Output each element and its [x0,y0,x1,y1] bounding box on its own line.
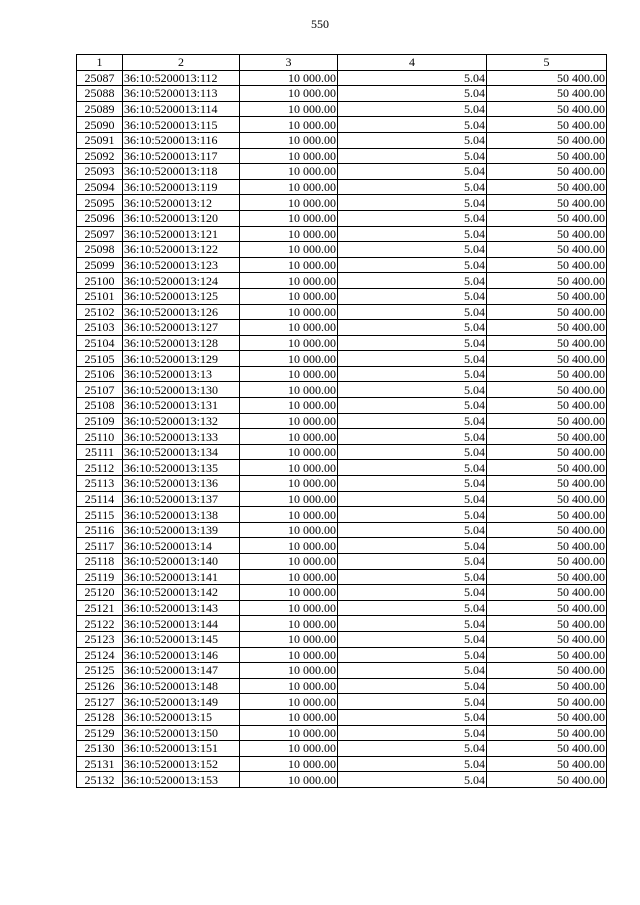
table-row [77,616,607,632]
rate-cell: 5.04 [338,522,487,538]
cadastral-number-cell: 36:10:5200013:140 [123,554,240,570]
rate-cell: 5.04 [338,320,487,336]
row-number-cell: 25107 [77,382,123,398]
row-number-cell: 25100 [77,273,123,289]
row-number-cell: 25099 [77,257,123,273]
area-cell: 10 000.00 [240,179,338,195]
row-number-cell: 25106 [77,366,123,382]
table-row [77,257,607,273]
header-cell-3: 3 [240,55,338,71]
rate-cell: 5.04 [338,117,487,133]
table-row [77,725,607,741]
amount-cell: 50 400.00 [487,585,607,601]
rate-cell: 5.04 [338,663,487,679]
table-row [77,600,607,616]
table-row [77,460,607,476]
table-row [77,709,607,725]
cadastral-number-cell: 36:10:5200013:124 [123,273,240,289]
row-number-cell: 25097 [77,226,123,242]
table-row [77,444,607,460]
rate-cell: 5.04 [338,429,487,445]
table-row [77,756,607,772]
rate-cell: 5.04 [338,288,487,304]
row-number-cell: 25124 [77,647,123,663]
rate-cell: 5.04 [338,756,487,772]
amount-cell: 50 400.00 [487,382,607,398]
amount-cell: 50 400.00 [487,257,607,273]
amount-cell: 50 400.00 [487,600,607,616]
area-cell: 10 000.00 [240,335,338,351]
amount-cell: 50 400.00 [487,148,607,164]
rate-cell: 5.04 [338,725,487,741]
amount-cell: 50 400.00 [487,413,607,429]
table-row [77,304,607,320]
amount-cell: 50 400.00 [487,522,607,538]
rate-cell: 5.04 [338,741,487,757]
rate-cell: 5.04 [338,86,487,102]
row-number-cell: 25115 [77,507,123,523]
cadastral-number-cell: 36:10:5200013:137 [123,491,240,507]
rate-cell: 5.04 [338,476,487,492]
rate-cell: 5.04 [338,101,487,117]
cadastral-number-cell: 36:10:5200013:14 [123,538,240,554]
table-row [77,663,607,679]
amount-cell: 50 400.00 [487,210,607,226]
row-number-cell: 25113 [77,476,123,492]
amount-cell: 50 400.00 [487,631,607,647]
rate-cell: 5.04 [338,413,487,429]
table-row [77,101,607,117]
area-cell: 10 000.00 [240,273,338,289]
area-cell: 10 000.00 [240,444,338,460]
row-number-cell: 25110 [77,429,123,445]
rate-cell: 5.04 [338,398,487,414]
cadastral-number-cell: 36:10:5200013:118 [123,164,240,180]
area-cell: 10 000.00 [240,756,338,772]
table-row [77,164,607,180]
cadastral-number-cell: 36:10:5200013:126 [123,304,240,320]
cadastral-number-cell: 36:10:5200013:128 [123,335,240,351]
rate-cell: 5.04 [338,460,487,476]
cadastral-number-cell: 36:10:5200013:125 [123,288,240,304]
amount-cell: 50 400.00 [487,320,607,336]
table-row [77,491,607,507]
row-number-cell: 25130 [77,741,123,757]
area-cell: 10 000.00 [240,616,338,632]
cadastral-number-cell: 36:10:5200013:147 [123,663,240,679]
cadastral-number-cell: 36:10:5200013:115 [123,117,240,133]
row-number-cell: 25117 [77,538,123,554]
row-number-cell: 25122 [77,616,123,632]
amount-cell: 50 400.00 [487,444,607,460]
row-number-cell: 25088 [77,86,123,102]
area-cell: 10 000.00 [240,288,338,304]
row-number-cell: 25112 [77,460,123,476]
amount-cell: 50 400.00 [487,366,607,382]
table-row [77,320,607,336]
table-row [77,647,607,663]
amount-cell: 50 400.00 [487,335,607,351]
rate-cell: 5.04 [338,70,487,86]
amount-cell: 50 400.00 [487,491,607,507]
area-cell: 10 000.00 [240,226,338,242]
amount-cell: 50 400.00 [487,569,607,585]
table-row [77,429,607,445]
area-cell: 10 000.00 [240,585,338,601]
row-number-cell: 25127 [77,694,123,710]
cadastral-number-cell: 36:10:5200013:119 [123,179,240,195]
area-cell: 10 000.00 [240,507,338,523]
cadastral-number-cell: 36:10:5200013:116 [123,132,240,148]
row-number-cell: 25096 [77,210,123,226]
cadastral-number-cell: 36:10:5200013:145 [123,631,240,647]
cadastral-number-cell: 36:10:5200013:131 [123,398,240,414]
cadastral-number-cell: 36:10:5200013:143 [123,600,240,616]
rate-cell: 5.04 [338,569,487,585]
row-number-cell: 25116 [77,522,123,538]
cadastral-number-cell: 36:10:5200013:117 [123,148,240,164]
row-number-cell: 25092 [77,148,123,164]
rate-cell: 5.04 [338,585,487,601]
row-number-cell: 25128 [77,709,123,725]
amount-cell: 50 400.00 [487,709,607,725]
cadastral-number-cell: 36:10:5200013:151 [123,741,240,757]
area-cell: 10 000.00 [240,476,338,492]
header-cell-2: 2 [123,55,240,71]
table-body [77,70,607,787]
area-cell: 10 000.00 [240,210,338,226]
table-row [77,242,607,258]
row-number-cell: 25111 [77,444,123,460]
amount-cell: 50 400.00 [487,86,607,102]
row-number-cell: 25126 [77,678,123,694]
table-row [77,522,607,538]
rate-cell: 5.04 [338,554,487,570]
amount-cell: 50 400.00 [487,70,607,86]
cadastral-number-cell: 36:10:5200013:146 [123,647,240,663]
table-row [77,335,607,351]
table-row [77,507,607,523]
header-cell-1: 1 [77,55,123,71]
rate-cell: 5.04 [338,273,487,289]
table-header [77,55,607,71]
table-row [77,195,607,211]
row-number-cell: 25118 [77,554,123,570]
area-cell: 10 000.00 [240,678,338,694]
row-number-cell: 25125 [77,663,123,679]
row-number-cell: 25119 [77,569,123,585]
rate-cell: 5.04 [338,616,487,632]
cadastral-number-cell: 36:10:5200013:122 [123,242,240,258]
rate-cell: 5.04 [338,709,487,725]
table-row [77,132,607,148]
rate-cell: 5.04 [338,257,487,273]
amount-cell: 50 400.00 [487,304,607,320]
cadastral-number-cell: 36:10:5200013:114 [123,101,240,117]
rate-cell: 5.04 [338,444,487,460]
table-row [77,273,607,289]
cadastral-number-cell: 36:10:5200013:13 [123,366,240,382]
area-cell: 10 000.00 [240,600,338,616]
amount-cell: 50 400.00 [487,429,607,445]
table-row [77,226,607,242]
cadastral-number-cell: 36:10:5200013:112 [123,70,240,86]
rate-cell: 5.04 [338,491,487,507]
amount-cell: 50 400.00 [487,725,607,741]
table-row [77,179,607,195]
area-cell: 10 000.00 [240,429,338,445]
area-cell: 10 000.00 [240,366,338,382]
area-cell: 10 000.00 [240,117,338,133]
amount-cell: 50 400.00 [487,507,607,523]
cadastral-number-cell: 36:10:5200013:121 [123,226,240,242]
cadastral-number-cell: 36:10:5200013:129 [123,351,240,367]
amount-cell: 50 400.00 [487,616,607,632]
amount-cell: 50 400.00 [487,164,607,180]
cadastral-number-cell: 36:10:5200013:144 [123,616,240,632]
table-row [77,741,607,757]
rate-cell: 5.04 [338,600,487,616]
amount-cell: 50 400.00 [487,554,607,570]
rate-cell: 5.04 [338,772,487,788]
cadastral-number-cell: 36:10:5200013:135 [123,460,240,476]
rate-cell: 5.04 [338,694,487,710]
cadastral-number-cell: 36:10:5200013:130 [123,382,240,398]
area-cell: 10 000.00 [240,195,338,211]
amount-cell: 50 400.00 [487,101,607,117]
amount-cell: 50 400.00 [487,741,607,757]
amount-cell: 50 400.00 [487,226,607,242]
cadastral-number-cell: 36:10:5200013:150 [123,725,240,741]
amount-cell: 50 400.00 [487,195,607,211]
cadastral-number-cell: 36:10:5200013:138 [123,507,240,523]
table-row [77,694,607,710]
table-row [77,210,607,226]
amount-cell: 50 400.00 [487,288,607,304]
area-cell: 10 000.00 [240,164,338,180]
row-number-cell: 25108 [77,398,123,414]
area-cell: 10 000.00 [240,647,338,663]
amount-cell: 50 400.00 [487,663,607,679]
area-cell: 10 000.00 [240,148,338,164]
cadastral-number-cell: 36:10:5200013:136 [123,476,240,492]
cadastral-number-cell: 36:10:5200013:120 [123,210,240,226]
amount-cell: 50 400.00 [487,678,607,694]
table-row [77,585,607,601]
area-cell: 10 000.00 [240,741,338,757]
row-number-cell: 25120 [77,585,123,601]
rate-cell: 5.04 [338,148,487,164]
cadastral-number-cell: 36:10:5200013:127 [123,320,240,336]
header-cell-4: 4 [338,55,487,71]
row-number-cell: 25087 [77,70,123,86]
row-number-cell: 25104 [77,335,123,351]
header-cell-5: 5 [487,55,607,71]
cadastral-number-cell: 36:10:5200013:139 [123,522,240,538]
rate-cell: 5.04 [338,304,487,320]
table-row [77,382,607,398]
row-number-cell: 25090 [77,117,123,133]
amount-cell: 50 400.00 [487,117,607,133]
rate-cell: 5.04 [338,678,487,694]
table-row [77,288,607,304]
rate-cell: 5.04 [338,195,487,211]
cadastral-number-cell: 36:10:5200013:148 [123,678,240,694]
rate-cell: 5.04 [338,335,487,351]
row-number-cell: 25131 [77,756,123,772]
rate-cell: 5.04 [338,179,487,195]
area-cell: 10 000.00 [240,569,338,585]
row-number-cell: 25098 [77,242,123,258]
rate-cell: 5.04 [338,366,487,382]
amount-cell: 50 400.00 [487,179,607,195]
area-cell: 10 000.00 [240,631,338,647]
row-number-cell: 25132 [77,772,123,788]
row-number-cell: 25094 [77,179,123,195]
amount-cell: 50 400.00 [487,242,607,258]
area-cell: 10 000.00 [240,101,338,117]
cadastral-number-cell: 36:10:5200013:149 [123,694,240,710]
rate-cell: 5.04 [338,351,487,367]
row-number-cell: 25095 [77,195,123,211]
area-cell: 10 000.00 [240,257,338,273]
row-number-cell: 25121 [77,600,123,616]
cadastral-number-cell: 36:10:5200013:134 [123,444,240,460]
rate-cell: 5.04 [338,631,487,647]
rate-cell: 5.04 [338,242,487,258]
row-number-cell: 25114 [77,491,123,507]
table-row [77,476,607,492]
page-number: 550 [311,17,329,31]
area-cell: 10 000.00 [240,304,338,320]
table-row [77,772,607,788]
rate-cell: 5.04 [338,507,487,523]
rate-cell: 5.04 [338,647,487,663]
table-row [77,366,607,382]
table-row [77,569,607,585]
amount-cell: 50 400.00 [487,476,607,492]
area-cell: 10 000.00 [240,398,338,414]
rate-cell: 5.04 [338,382,487,398]
cadastral-number-cell: 36:10:5200013:15 [123,709,240,725]
table-row [77,631,607,647]
area-cell: 10 000.00 [240,554,338,570]
table-row [77,351,607,367]
table-row [77,413,607,429]
area-cell: 10 000.00 [240,522,338,538]
amount-cell: 50 400.00 [487,460,607,476]
table-row [77,538,607,554]
amount-cell: 50 400.00 [487,273,607,289]
amount-cell: 50 400.00 [487,772,607,788]
area-cell: 10 000.00 [240,460,338,476]
area-cell: 10 000.00 [240,382,338,398]
row-number-cell: 25091 [77,132,123,148]
table-row [77,148,607,164]
table-row [77,70,607,86]
cadastral-number-cell: 36:10:5200013:132 [123,413,240,429]
area-cell: 10 000.00 [240,491,338,507]
rate-cell: 5.04 [338,210,487,226]
area-cell: 10 000.00 [240,413,338,429]
area-cell: 10 000.00 [240,70,338,86]
rate-cell: 5.04 [338,226,487,242]
table-row [77,398,607,414]
area-cell: 10 000.00 [240,86,338,102]
area-cell: 10 000.00 [240,351,338,367]
area-cell: 10 000.00 [240,132,338,148]
row-number-cell: 25129 [77,725,123,741]
amount-cell: 50 400.00 [487,132,607,148]
row-number-cell: 25123 [77,631,123,647]
cadastral-number-cell: 36:10:5200013:123 [123,257,240,273]
area-cell: 10 000.00 [240,772,338,788]
rate-cell: 5.04 [338,164,487,180]
cadastral-number-cell: 36:10:5200013:142 [123,585,240,601]
cadastral-number-cell: 36:10:5200013:113 [123,86,240,102]
amount-cell: 50 400.00 [487,694,607,710]
header-row [77,55,607,71]
row-number-cell: 25102 [77,304,123,320]
cadastral-number-cell: 36:10:5200013:141 [123,569,240,585]
row-number-cell: 25101 [77,288,123,304]
registry-table [76,54,607,788]
area-cell: 10 000.00 [240,538,338,554]
table-row [77,117,607,133]
area-cell: 10 000.00 [240,694,338,710]
table-row [77,678,607,694]
rate-cell: 5.04 [338,132,487,148]
row-number-cell: 25089 [77,101,123,117]
table-row [77,554,607,570]
area-cell: 10 000.00 [240,242,338,258]
amount-cell: 50 400.00 [487,538,607,554]
row-number-cell: 25105 [77,351,123,367]
rate-cell: 5.04 [338,538,487,554]
cadastral-number-cell: 36:10:5200013:12 [123,195,240,211]
amount-cell: 50 400.00 [487,647,607,663]
row-number-cell: 25093 [77,164,123,180]
area-cell: 10 000.00 [240,663,338,679]
cadastral-number-cell: 36:10:5200013:153 [123,772,240,788]
area-cell: 10 000.00 [240,709,338,725]
area-cell: 10 000.00 [240,320,338,336]
table-row [77,86,607,102]
cadastral-number-cell: 36:10:5200013:133 [123,429,240,445]
area-cell: 10 000.00 [240,725,338,741]
amount-cell: 50 400.00 [487,398,607,414]
row-number-cell: 25103 [77,320,123,336]
amount-cell: 50 400.00 [487,351,607,367]
amount-cell: 50 400.00 [487,756,607,772]
row-number-cell: 25109 [77,413,123,429]
cadastral-number-cell: 36:10:5200013:152 [123,756,240,772]
